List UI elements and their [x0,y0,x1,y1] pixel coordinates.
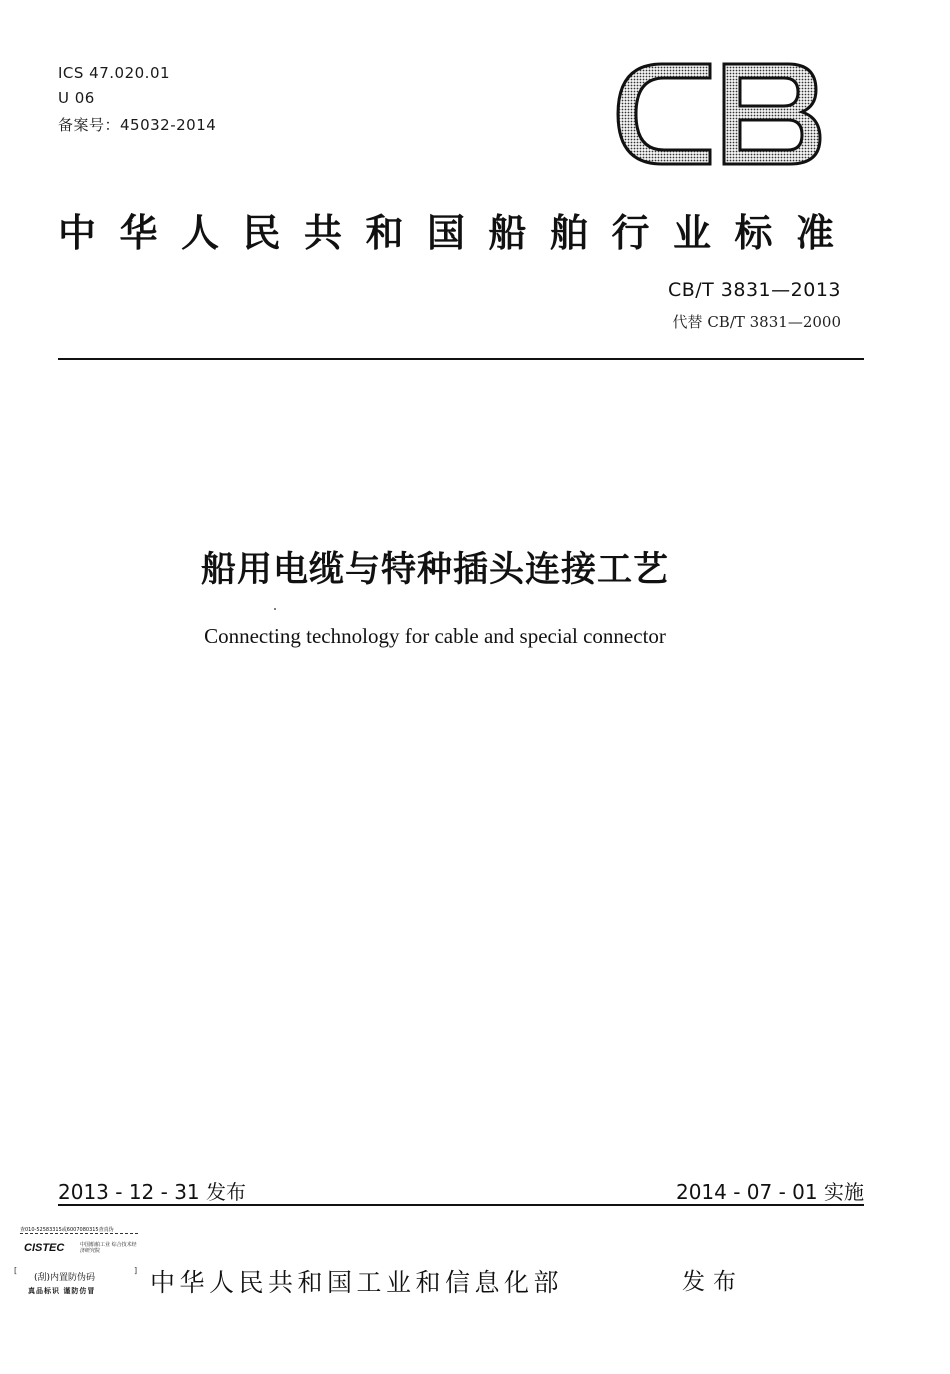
sticker-footer: 真品标识 谨防仿冒 [28,1287,96,1295]
footer-divider [58,1204,864,1206]
sticker-bracket-right: ] [134,1266,138,1275]
anti-counterfeit-sticker-icon [14,1224,138,1304]
implementation-date: 2014 - 07 - 01 实施 [675,1180,864,1204]
document-title-en: Connecting technology for cable and special connector [204,624,666,648]
standard-category-title: 中华人民共和国船舶行业标准 [58,211,858,255]
cb-standard-logo-icon [612,60,824,168]
record-number: 备案号：45032-2014 [58,116,217,134]
document-title-cn: 船用电缆与特种插头连接工艺 [200,550,669,590]
classification-code: U 06 [58,89,95,107]
publish-label: 发布 [682,1269,744,1295]
standard-number: CB/T 3831—2013 [667,279,841,301]
sticker-org: 中国船舶工业 综合技术经济研究院 [80,1242,137,1254]
scan-speck [274,608,276,610]
replaced-standard: 代替 CB/T 3831—2000 [672,313,841,331]
sticker-bracket-left: [ [14,1266,18,1275]
sticker-code-label[interactable]: (刮)内置防伪码 [34,1273,96,1283]
sticker-verify-line: 查010-52583315或6007080315查真伪 [20,1226,138,1234]
issue-date: 2013 - 12 - 31 发布 [58,1180,247,1204]
publisher: 中华人民共和国工业和信息化部 [150,1268,564,1297]
ics-code: ICS 47.020.01 [58,64,171,82]
header-divider [58,358,864,360]
sticker-brand: CISTEC [24,1242,65,1254]
